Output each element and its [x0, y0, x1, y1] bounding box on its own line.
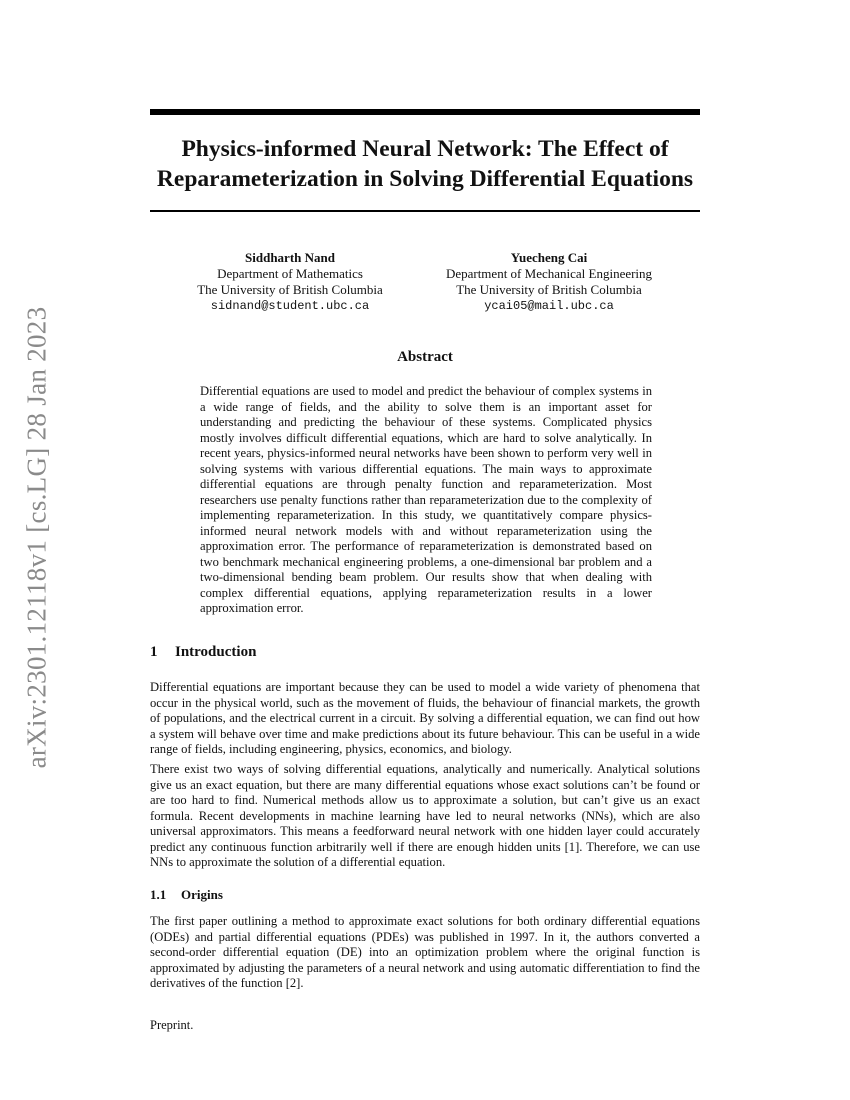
intro-paragraph-2: There exist two ways of solving differential equations, analytically and numerically. Analytical solutions give us an exact equation, but there are many differential equations whose exact solutions can’t be found or are too hard to find. Numerical methods allow us to approximate a solution, but can’t give us an exact formula. Recent developments in machine learning have led to neural networks (NNs), which are also universal approximators. This means a feedforward neural network with one hidden layer could accurately predict any continuous function arbitrarily well if there are enough hidden units [1]. Therefore, we can use NNs to approximate the solution of a differential equation.	[150, 762, 700, 869]
author-email: ycai05@mail.ubc.ca	[484, 299, 614, 313]
abstract-heading: Abstract	[397, 349, 453, 365]
subsection-number: 1.1	[150, 887, 167, 902]
title-top-rule	[150, 109, 700, 115]
author-affiliation: The University of British Columbia	[456, 282, 642, 297]
intro-paragraph-1: Differential equations are important because they can be used to model a wide variety of phenomena that occur in the physical world, such as the movement of fluids, the behaviour of financial markets, the growth of populations, and the electrical current in a circuit. By solving a differential equation, we can find out how a system will behave over time and make predictions about its future behaviour. This can be useful in a wide range of fields, including engineering, physics, economics, and biology.	[150, 680, 700, 756]
preprint-footer: Preprint.	[150, 1018, 194, 1032]
arxiv-identifier-text: arXiv:2301.12118v1 [cs.LG] 28 Jan 2023	[21, 306, 52, 768]
author-block-1	[160, 250, 420, 314]
arxiv-identifier-stamp	[12, 297, 62, 777]
author-affiliation: The University of British Columbia	[197, 282, 383, 297]
abstract-text: Differential equations are used to model and predict the behaviour of complex systems in a wide range of fields, and the ability to solve them is an important asset for understanding and predicting the behaviour of these systems. Complicated physics mostly involves difficult differential equations, which are hard to solve analytically. In recent years, physics-informed neural networks have been shown to perform very well in solving systems with various differential equations. The main ways to approximate differential equations are through penalty function and reparameterization. Most researchers use penalty functions rather than reparameterization due to the complexity of implementing reparameterization. In this study, we quantitatively compare physics-informed neural network models with and without reparameterization using the approximation error. The performance of reparameterization is demonstrated based on two benchmark mechanical engineering problems, a one-dimensional bar problem and a two-dimensional bending beam problem. Our results show that when dealing with complex differential equations, applying reparameterization results in a lower approximation error.	[200, 384, 652, 615]
author-department: Department of Mechanical Engineering	[445, 266, 653, 281]
section-title: Introduction	[175, 644, 257, 660]
author-email: sidnand@student.ubc.ca	[210, 299, 370, 313]
author-block-2	[418, 250, 680, 314]
section-heading	[150, 644, 256, 661]
paper-title: Physics-informed Neural Network: The Effect of Reparameterization in Solving Differential Equations	[156, 136, 694, 192]
origins-paragraph-1: The first paper outlining a method to approximate exact solutions for both ordinary differential equations (ODEs) and partial differential equations (PDEs) was published in 1997. In it, the authors converted a second-order differential equation (DE) into an optimization problem where the original function is approximated by adjusting the parameters of a neural network and using automatic differentiation to find the derivatives of the function [2].	[150, 914, 700, 990]
title-bottom-rule	[150, 210, 700, 212]
author-name: Siddharth Nand	[245, 250, 335, 265]
section-number: 1	[150, 644, 158, 660]
author-department: Department of Mathematics	[217, 266, 363, 281]
subsection-title: Origins	[181, 887, 223, 902]
subsection-heading	[150, 887, 223, 903]
author-name: Yuecheng Cai	[510, 250, 588, 265]
